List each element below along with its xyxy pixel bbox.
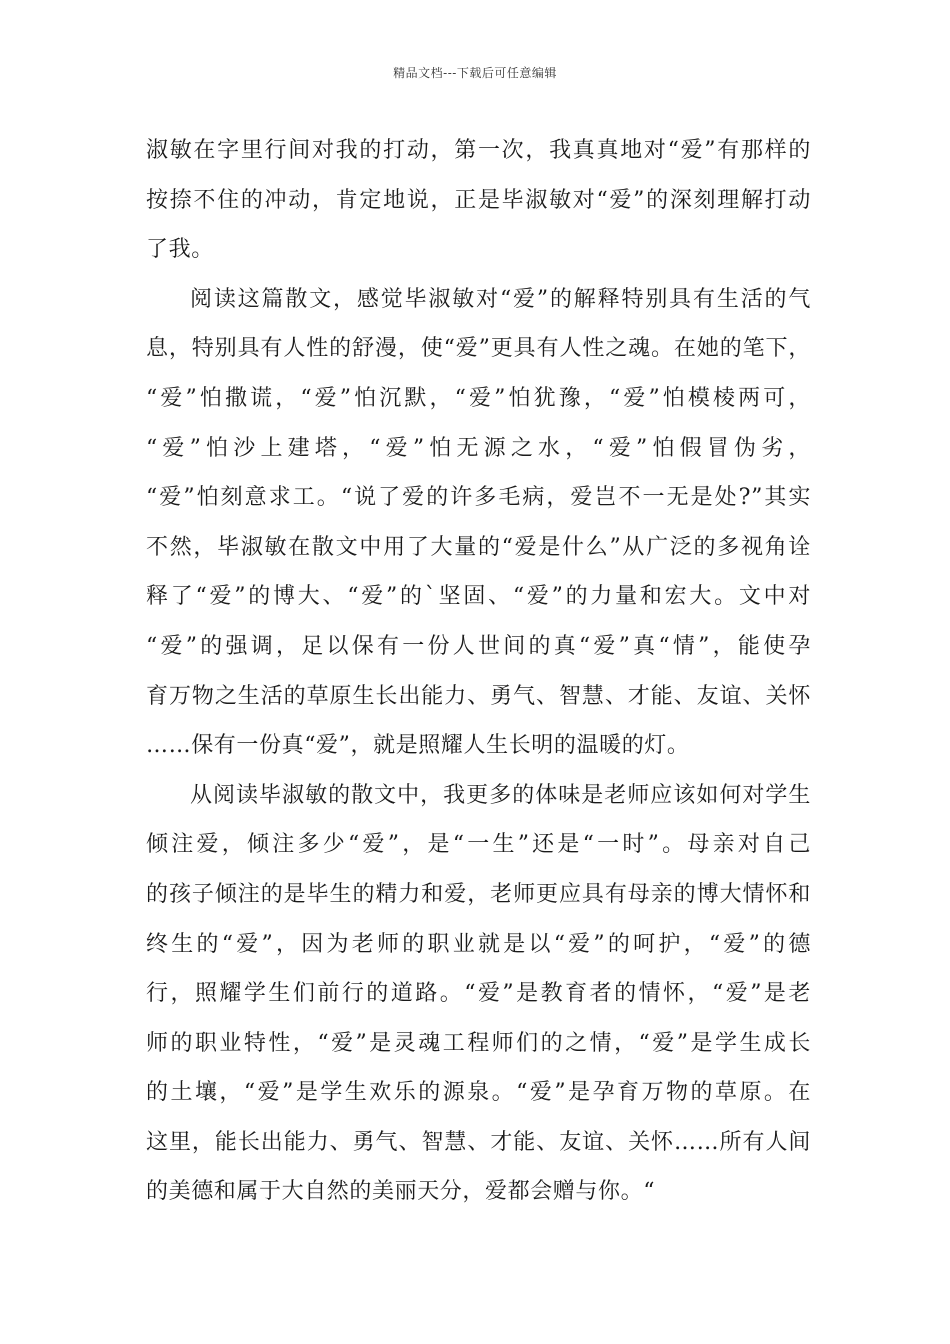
text-line: “爱”怕撒谎，“爱”怕沉默，“爱”怕犹豫，“爱”怕模棱两可，: [146, 385, 811, 411]
text-line: 淑敏在字里行间对我的打动，第一次，我真真地对“爱”有那样的: [146, 138, 811, 163]
text-line: 这里，能长出能力、勇气、智慧、才能、友谊、关怀……所有人间: [146, 1129, 811, 1155]
document-body: [146, 126, 811, 1217]
text-line: 息，特别具有人性的舒漫，使“爱”更具有人性之魂。在她的笔下，: [146, 336, 811, 362]
text-line: 从阅读毕淑敏的散文中，我更多的体味是老师应该如何对学生: [190, 782, 811, 808]
text-line: 阅读这篇散文，感觉毕淑敏对“爱”的解释特别具有生活的气: [190, 286, 811, 312]
text-line: “爱”的强调，足以保有一份人世间的真“爱”真“情”，能使孕: [146, 633, 811, 659]
text-line: 按捺不住的冲动，肯定地说，正是毕淑敏对“爱”的深刻理解打动: [146, 187, 811, 213]
text-line: 终生的“爱”，因为老师的职业就是以“爱”的呵护，“爱”的德: [146, 931, 811, 957]
text-line: 释了“爱”的博大、“爱”的`坚固、“爱”的力量和宏大。文中对: [146, 584, 811, 610]
text-line: 的孩子倾注的是毕生的精力和爱，老师更应具有母亲的博大情怀和: [146, 881, 811, 907]
text-line: 的土壤，“爱”是学生欢乐的源泉。“爱”是孕育万物的草原。在: [146, 1080, 811, 1106]
text-line: 育万物之生活的草原生长出能力、勇气、智慧、才能、友谊、关怀: [146, 683, 811, 709]
text-line: 倾注爱，倾注多少“爱”，是“一生”还是“一时”。母亲对自己: [146, 832, 811, 858]
text-line: “爱”怕沙上建塔，“爱”怕无源之水，“爱”怕假冒伪劣，: [146, 435, 811, 461]
text-line: 的美德和属于大自然的美丽天分，爱都会赠与你。“: [146, 1179, 656, 1205]
text-line: ……保有一份真“爱”，就是照耀人生长明的温暖的灯。: [146, 733, 690, 759]
page-header: 精品文档---下载后可任意编辑: [393, 66, 557, 80]
text-line: 师的职业特性，“爱”是灵魂工程师们的之情，“爱”是学生成长: [146, 1030, 811, 1056]
text-line: 行，照耀学生们前行的道路。“爱”是教育者的情怀，“爱”是老: [146, 981, 811, 1007]
text-line: 不然，毕淑敏在散文中用了大量的“爱是什么”从广泛的多视角诠: [146, 534, 811, 560]
text-line: 了我。: [146, 237, 214, 263]
text-line: “爱”怕刻意求工。“说了爱的许多毛病，爱岂不一无是处?”其实: [146, 485, 811, 511]
